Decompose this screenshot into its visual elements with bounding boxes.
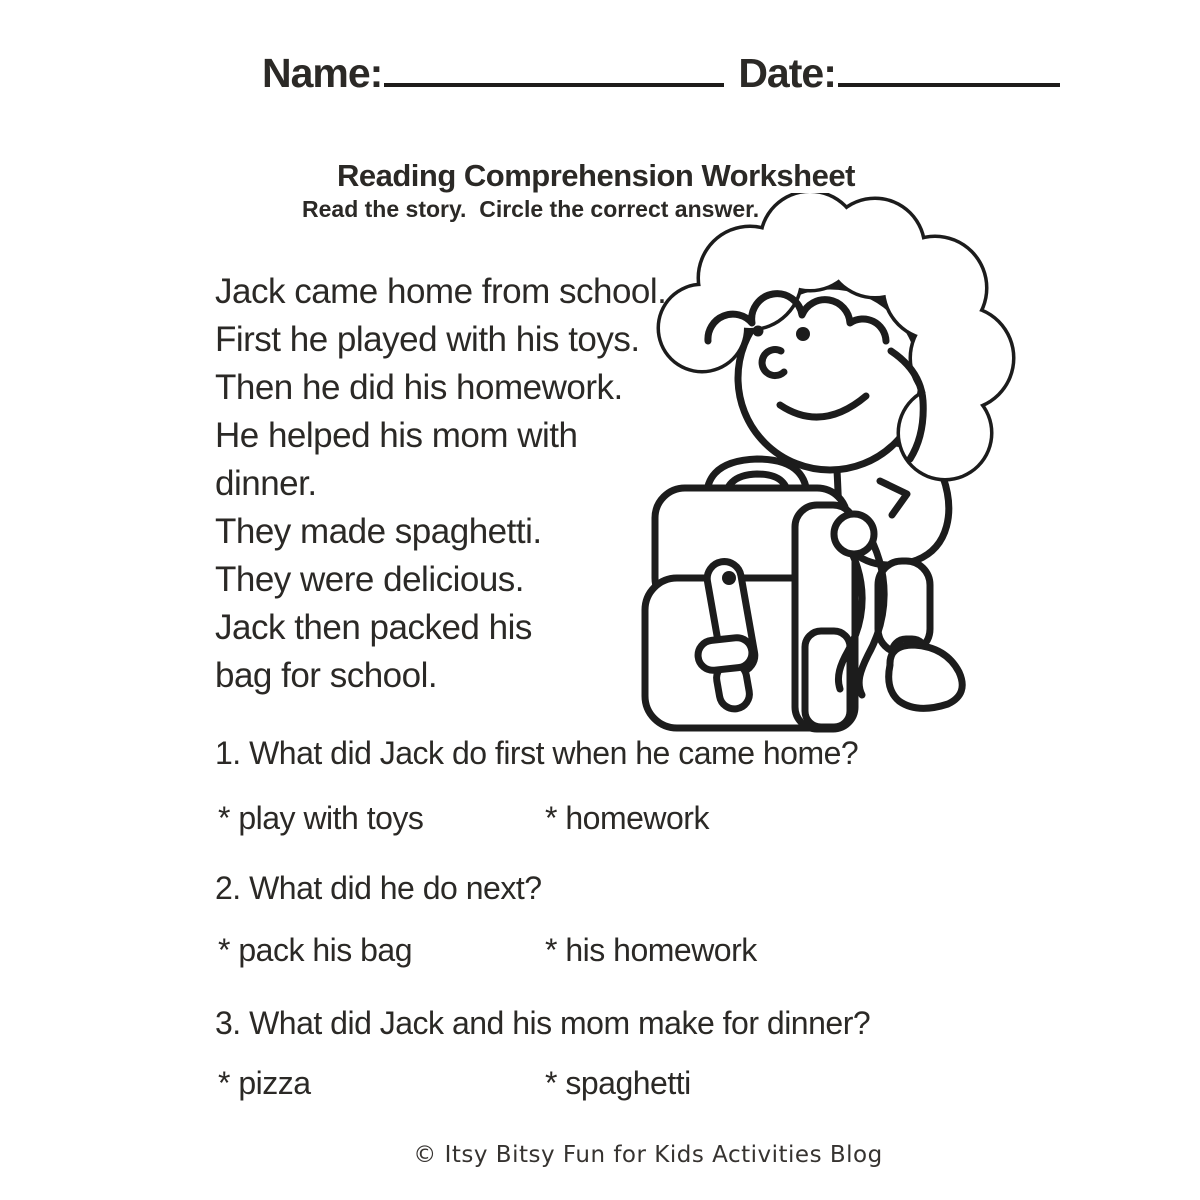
boy-eye-left [753,326,764,337]
question-1-option-a: * play with toys [218,800,424,836]
story-line: Then he did his homework. [215,368,623,407]
name-blank-line [384,51,724,87]
backpack-buckle [697,636,754,671]
name-label: Name: [262,50,383,96]
question-3-option-a: * pizza [218,1065,311,1101]
backpack-rivet [722,571,736,585]
question-1-option-b: * homework [545,800,709,836]
footer-credit: © Itsy Bitsy Fun for Kids Activities Blog [413,1142,883,1168]
story-line: Jack then packed his [215,608,532,647]
story-line: dinner. [215,464,317,503]
boy-hand [834,514,874,554]
story-line: They made spaghetti. [215,512,542,551]
boy-shoe [889,645,963,708]
backpack-side-pocket [805,631,850,727]
boy-leg [878,561,962,708]
backpack [645,459,855,729]
story-line: Jack came home from school. [215,272,667,311]
question-1: 1. What did Jack do first when he came home? [215,735,859,771]
question-2-option-a: * pack his bag [218,932,413,968]
worksheet-title: Reading Comprehension Worksheet [337,158,855,193]
boy-with-backpack-illustration [640,193,1018,741]
question-3: 3. What did Jack and his mom make for dinner? [215,1005,871,1041]
name-date-header [262,50,1060,97]
story-line: They were delicious. [215,560,525,599]
worksheet-instructions: Read the story. Circle the correct answer. [302,196,760,222]
story-line: First he played with his toys. [215,320,640,359]
date-blank-line [838,51,1060,87]
question-3-option-b: * spaghetti [545,1065,691,1101]
question-2-option-b: * his homework [545,932,757,968]
story-text [215,268,666,700]
story-line: bag for school. [215,656,438,695]
question-2: 2. What did he do next? [215,870,542,906]
boy-eye-right [796,327,810,341]
date-label: Date: [738,50,836,96]
story-line: He helped his mom with [215,416,578,455]
boy-head [660,193,1012,478]
